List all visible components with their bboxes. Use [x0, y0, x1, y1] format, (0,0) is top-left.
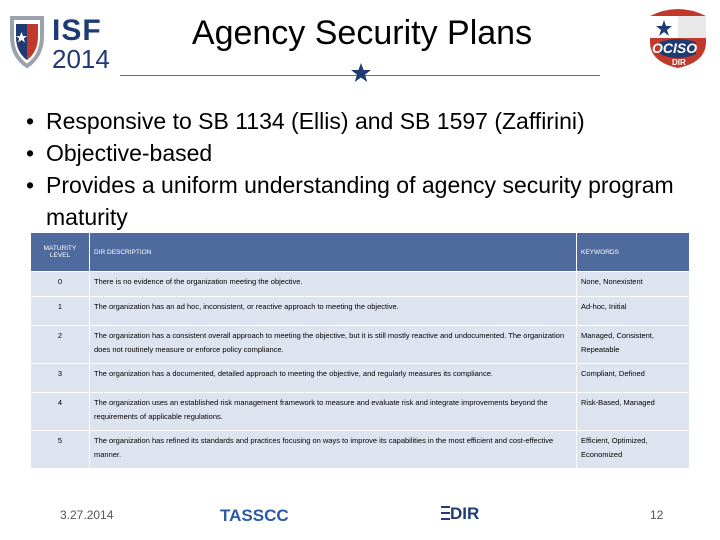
maturity-table	[30, 232, 690, 469]
header-dir-description: DIR DESCRIPTION	[90, 233, 576, 271]
isf-2014-logo	[4, 10, 116, 72]
table-row	[31, 326, 689, 363]
cell-level: 5	[31, 431, 89, 468]
cell-keywords: Risk-Based, Managed	[577, 393, 689, 430]
cell-keywords: Efficient, Optimized, Economized	[577, 431, 689, 468]
cell-keywords: Compliant, Defined	[577, 364, 689, 392]
bullet-item: • Provides a uniform understanding of agency security program maturity	[26, 169, 706, 233]
ociso-wordmark: OCISO	[652, 40, 698, 56]
cell-description: The organization has a consistent overall approach to meeting the objective, but it is still mostly reactive and undocumented. The organization does not routinely measure or enforce policy compliance.	[90, 326, 576, 363]
cell-description: The organization has refined its standards and practices focusing on ways to improve its capabilities in the most efficient and cost-effective manner.	[90, 431, 576, 468]
dir-logo	[440, 502, 492, 524]
cell-keywords: Managed, Consistent, Repeatable	[577, 326, 689, 363]
ociso-dir-label: DIR	[672, 58, 686, 67]
star-icon	[350, 62, 372, 84]
isf-wordmark: ISF	[52, 14, 102, 47]
cell-level: 4	[31, 393, 89, 430]
table-row	[31, 297, 689, 325]
cell-level: 2	[31, 326, 89, 363]
dir-wordmark: DIR	[450, 504, 480, 523]
cell-level: 3	[31, 364, 89, 392]
texas-shield-icon	[4, 10, 50, 70]
table-row	[31, 431, 689, 468]
tasscc-logo	[220, 502, 296, 524]
bullet-item: • Responsive to SB 1134 (Ellis) and SB 1597 (Zaffirini)	[26, 105, 706, 137]
slide-title: Agency Security Plans	[191, 14, 533, 52]
table-row	[31, 272, 689, 296]
slide-date: 3.27.2014	[60, 508, 114, 522]
cell-level: 0	[31, 272, 89, 296]
cell-description: The organization has a documented, detailed approach to meeting the objective, and regularly measures its compliance.	[90, 364, 576, 392]
tasscc-wordmark: TASSCC	[220, 506, 289, 525]
ociso-logo	[640, 2, 716, 70]
header-keywords: KEYWORDS	[577, 233, 689, 271]
table-row	[31, 364, 689, 392]
isf-year: 2014	[52, 44, 110, 74]
table-row	[31, 393, 689, 430]
bullet-item: • Objective-based	[26, 137, 706, 169]
cell-keywords: Ad-hoc, Initial	[577, 297, 689, 325]
page-number: 12	[650, 508, 664, 522]
bullet-list	[26, 105, 706, 233]
table-header-row	[31, 233, 689, 271]
header-maturity-level: MATURITY LEVEL	[31, 233, 89, 271]
cell-description: The organization has an ad hoc, inconsistent, or reactive approach to meeting the objective.	[90, 297, 576, 325]
cell-level: 1	[31, 297, 89, 325]
cell-description: There is no evidence of the organization meeting the objective.	[90, 272, 576, 296]
cell-keywords: None, Nonexistent	[577, 272, 689, 296]
cell-description: The organization uses an established risk management framework to measure and evaluate risk and integrate improvements beyond the requirements of applicable regulations.	[90, 393, 576, 430]
